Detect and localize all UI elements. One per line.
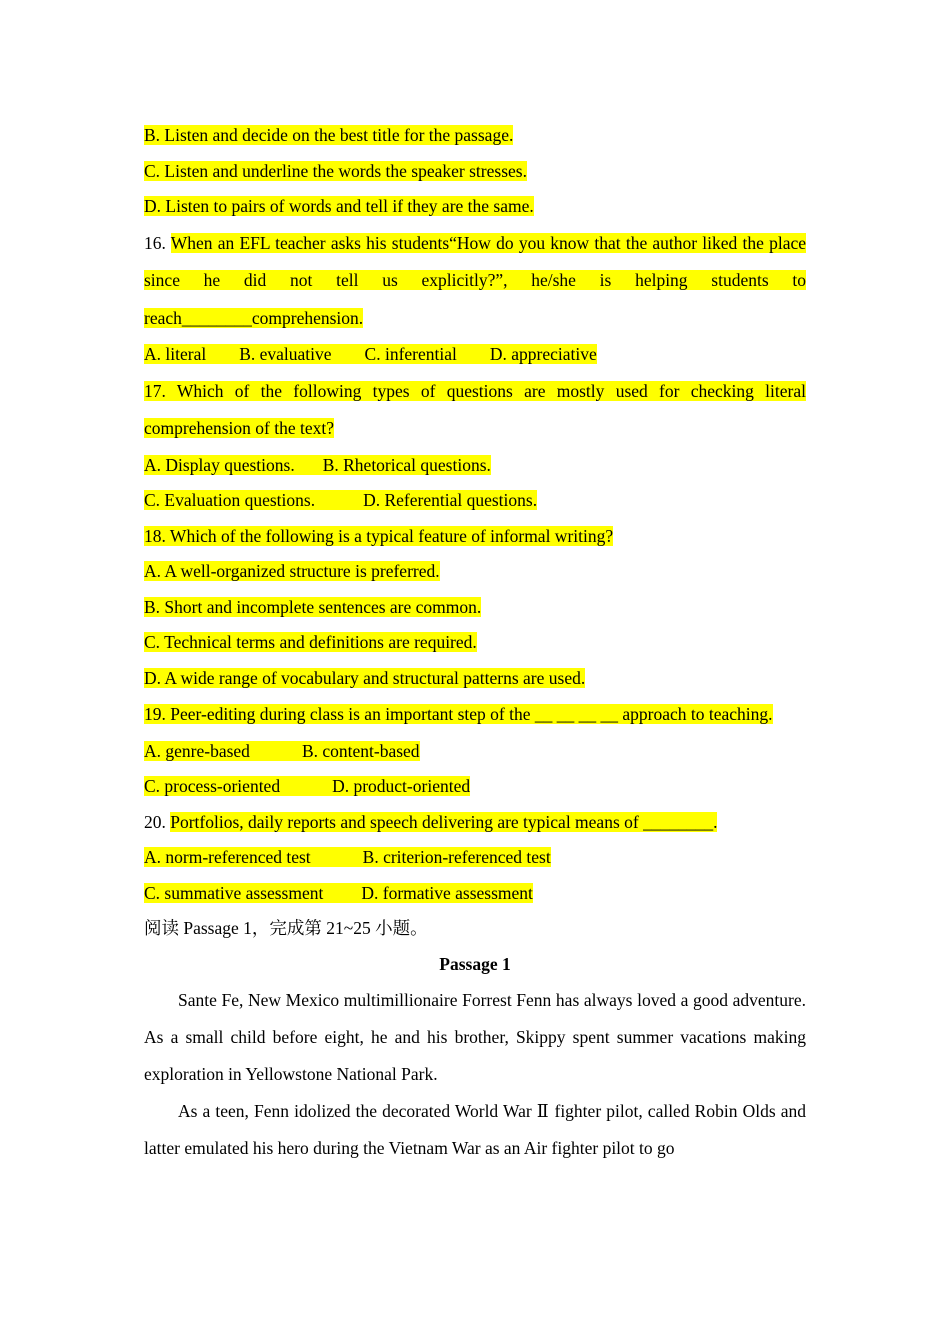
question-20-options-1: A. norm-referenced test B. criterion-referenced test xyxy=(144,847,551,867)
question-16: 16. When an EFL teacher asks his students“How do you know that the author liked the place since he did not tell us explicitly?”, he/she is helping students to reach________comprehension. xyxy=(144,232,806,328)
question-19-options-2: C. process-oriented D. product-oriented xyxy=(144,776,471,796)
question-17-options-2: C. Evaluation questions. D. Referential questions. xyxy=(144,490,538,510)
question-20-options-2: C. summative assessment D. formative assessment xyxy=(144,882,533,903)
question-17-options-1: A. Display questions. B. Rhetorical questions. xyxy=(144,454,491,475)
option-line: C. Technical terms and definitions are required. xyxy=(144,632,477,652)
question-19: 19. Peer-editing during class is an important step of the __ __ __ __ approach to teaching. xyxy=(144,704,773,724)
question-16-options: A. literal B. evaluative C. inferential D. appreciative xyxy=(144,344,597,364)
passage-paragraph-1: Sante Fe, New Mexico multimillionaire Forrest Fenn has always loved a good adventure. As a small child before eight, he and his brother, Skippy spent summer vacations making exploration in Yellowstone National Park. xyxy=(144,990,806,1084)
question-19-options-1: A. genre-based B. content-based xyxy=(144,740,420,761)
option-line: B. Short and incomplete sentences are common. xyxy=(144,596,482,617)
option-line: B. Listen and decide on the best title for the passage. xyxy=(144,125,514,145)
question-17: 17. Which of the following types of questions are mostly used for checking literal comprehension of the text? xyxy=(144,380,806,438)
option-line: C. Listen and underline the words the speaker stresses. xyxy=(144,160,527,181)
question-18: 18. Which of the following is a typical feature of informal writing? xyxy=(144,525,614,546)
document-page xyxy=(144,118,806,1167)
passage-paragraph-2: As a teen, Fenn idolized the decorated World War Ⅱ fighter pilot, called Robin Olds and latter emulated his hero during the Vietnam War as an Air fighter pilot to go xyxy=(144,1101,806,1158)
question-20: 20. Portfolios, daily reports and speech delivering are typical means of ________. xyxy=(144,811,718,832)
reading-instruction: 阅读 Passage 1，完成第 21~25 小题。 xyxy=(144,918,428,938)
option-line: D. Listen to pairs of words and tell if they are the same. xyxy=(144,196,534,216)
option-line: D. A wide range of vocabulary and structural patterns are used. xyxy=(144,667,586,688)
option-line: A. A well-organized structure is preferred. xyxy=(144,561,440,581)
passage-title: Passage 1 xyxy=(439,953,511,974)
